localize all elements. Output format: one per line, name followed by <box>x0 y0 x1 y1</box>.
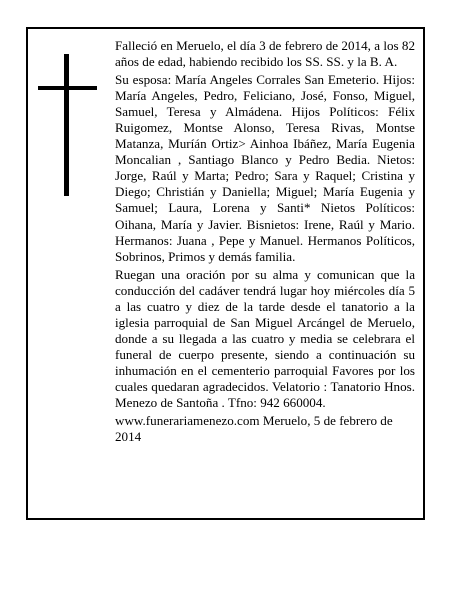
cross-icon-crossbar <box>38 86 97 90</box>
family-list: Su esposa: María Angeles Corrales San Emeterio. Hijos: María Angeles, Pedro, Feliciano, José, Fonso, Miguel, Samuel, Teresa y Almádena. Hijos Políticos: Félix Ruigomez, Montse Alonso, Teresa Rivas, Montse Matanza, Muríán Ortiz> Ainhoa Ibáñez, María Eugenia Moncalian , Santiago Blanco y Pedro Bedia. Nietos: Jorge, Raúl y Marta; Pedro; Sara y Raquel; Cristina y Diego; Christián y Daniella; Miguel; María Eugenia y Samuel; Laura, Lorena y Santi* Nietos Políticos: Oihana, María y Javier. Bisnietos: Irene, Raúl y Mario. Hermanos: Juana , Pepe y Manuel. Hermanos Políticos, Sobrinos, Primos y demás familia. <box>115 72 415 264</box>
obituary-text <box>115 38 415 445</box>
funeral-details: Ruegan una oración por su alma y comunican que la conducción del cadáver tendrá lugar hoy miércoles día 5 a las cuatro y diez de la tarde desde el tanatorio a la iglesia parroquial de San Miguel Arcángel de Meruelo, donde a su llegada a las cuatro y media se celebrara el funeral de cuerpo presente, siendo a continuación su inhumación en el cementerio parroquial Favores por los cuales quedaran agradecidos. Velatorio : Tanatorio Hnos. Menezo de Santoña . Tfno: 942 660004. <box>115 266 415 411</box>
cross-icon <box>64 54 69 196</box>
death-announcement: Falleció en Meruelo, el día 3 de febrero de 2014, a los 82 años de edad, habiendo recibido los SS. SS. y la B. A. <box>115 38 415 70</box>
website-and-date: www.funerariamenezo.com Meruelo, 5 de febrero de 2014 <box>115 413 393 445</box>
